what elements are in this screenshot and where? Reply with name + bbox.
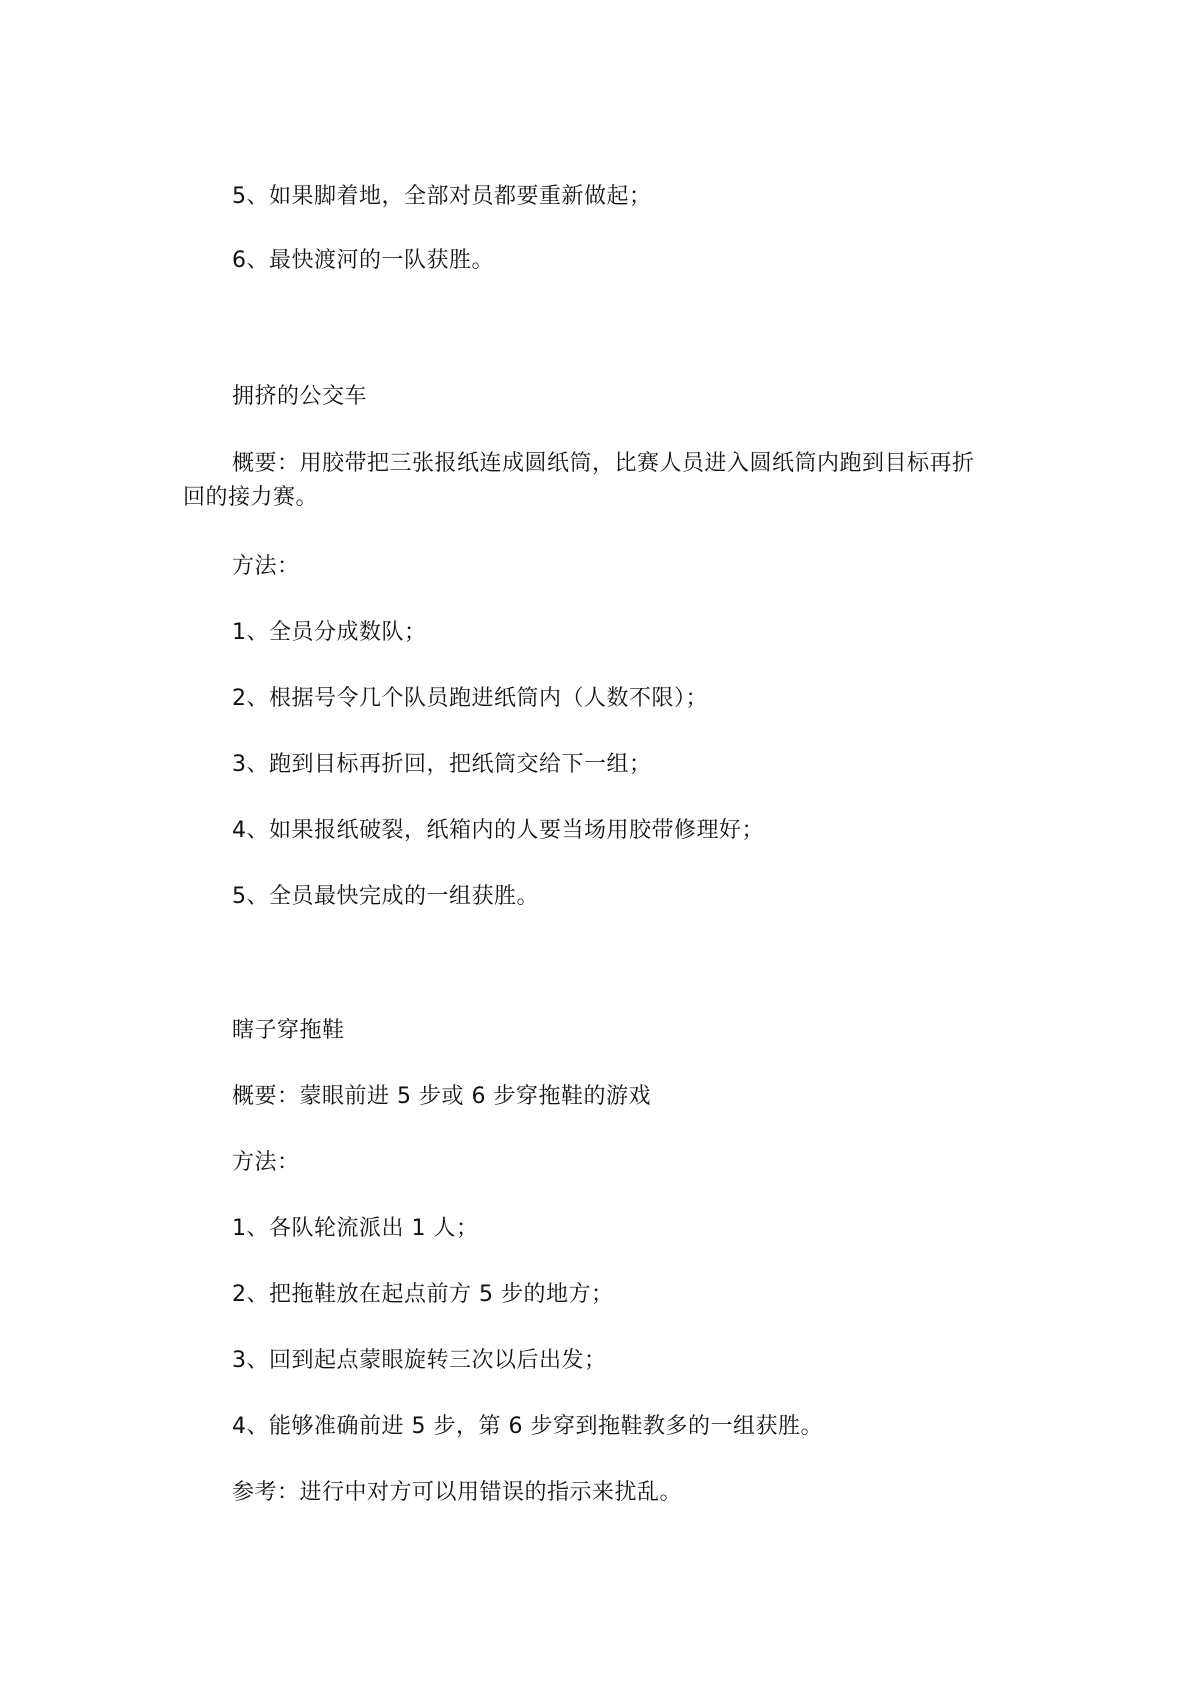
game-title-crowded-bus: 拥挤的公交车 [232,384,368,409]
rule-item-5: 5、如果脚着地，全部对员都要重新做起； [232,184,652,209]
game-summary-crowded-bus [183,447,1032,515]
summary-text-line1: 概要：用胶带把三张报纸连成圆纸筒，比赛人员进入圆纸筒内跑到目标再折 [232,451,975,476]
method-item-4: 4、能够准确前进 5 步，第 6 步穿到拖鞋教多的一组获胜。 [232,1414,823,1439]
method-item-5: 5、全员最快完成的一组获胜。 [232,884,539,909]
reference-note: 参考：进行中对方可以用错误的指示来扰乱。 [232,1480,683,1505]
method-label: 方法： [232,1150,300,1175]
method-item-2: 2、根据号令几个队员跑进纸筒内（人数不限）； [232,686,708,711]
method-item-2: 2、把拖鞋放在起点前方 5 步的地方； [232,1282,614,1307]
method-item-3: 3、跑到目标再折回，把纸筒交给下一组； [232,752,652,777]
game-summary-blind-slippers: 概要：蒙眼前进 5 步或 6 步穿拖鞋的游戏 [232,1084,651,1109]
method-item-4: 4、如果报纸破裂，纸箱内的人要当场用胶带修理好； [232,818,764,843]
rule-item-6: 6、最快渡河的一队获胜。 [232,248,494,273]
method-item-3: 3、回到起点蒙眼旋转三次以后出发； [232,1348,607,1373]
game-title-blind-slippers: 瞎子穿拖鞋 [232,1018,345,1043]
method-item-1: 1、各队轮流派出 1 人； [232,1216,479,1241]
method-label: 方法： [232,554,300,579]
summary-text-line2: 回的接力赛。 [183,485,319,510]
method-item-1: 1、全员分成数队； [232,620,427,645]
